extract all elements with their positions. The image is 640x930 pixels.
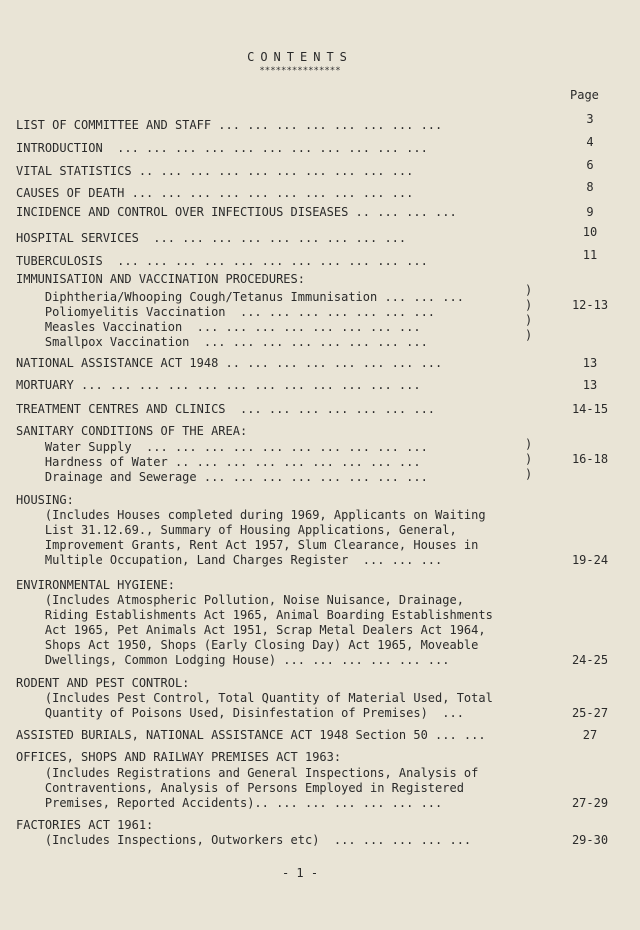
toc-entry-text: Drainage and Sewerage ... ... ... ... ... ... ... ... [16, 470, 428, 484]
toc-entry-text: Diphtheria/Whooping Cough/Tetanus Immunisation ... ... ... [16, 290, 464, 304]
toc-entry-page: 8 [586, 180, 594, 194]
brace-immunisation-2: ) [525, 298, 533, 312]
toc-entry-page: 29-30 [571, 833, 609, 847]
toc-entry-text: (Includes Pest Control, Total Quantity of Material Used, Total [16, 691, 493, 705]
toc-entry-text: Poliomyelitis Vaccination ... ... ... ... ... ... ... [16, 305, 436, 319]
toc-entry-text: IMMUNISATION AND VACCINATION PROCEDURES: [16, 272, 305, 286]
toc-entry-text: VITAL STATISTICS .. ... ... ... ... ... ... ... ... ... [16, 164, 414, 178]
toc-entry-page: 25-27 [571, 706, 609, 720]
toc-entry-page: 3 [586, 112, 594, 126]
toc-entry-page: 14-15 [571, 402, 609, 416]
toc-entry-text: Act 1965, Pet Animals Act 1951, Scrap Metal Dealers Act 1964, [16, 623, 486, 637]
toc-entry-text: Measles Vaccination ... ... ... ... ... ... ... ... [16, 320, 421, 334]
brace-immunisation-4: ) [525, 328, 533, 342]
toc-entry-text: RODENT AND PEST CONTROL: [16, 676, 190, 690]
toc-entry-page: 11 [582, 248, 598, 262]
toc-entry-text: HOUSING: [16, 493, 74, 507]
toc-entry-text: Contraventions, Analysis of Persons Employed in Registered [16, 781, 464, 795]
toc-entry-text: INTRODUCTION ... ... ... ... ... ... ... ... ... ... ... [16, 141, 428, 155]
toc-entry-text: (Includes Registrations and General Inspections, Analysis of [16, 766, 479, 780]
toc-entry-text: Quantity of Poisons Used, Disinfestation of Premises) ... [16, 706, 464, 720]
toc-entry-text: (Includes Houses completed during 1969, Applicants on Waiting [16, 508, 486, 522]
brace-immunisation-1: ) [525, 283, 533, 297]
toc-entry-page: 13 [582, 378, 598, 392]
page-title: CONTENTS [247, 50, 353, 64]
toc-entry-text: (Includes Atmospheric Pollution, Noise Nuisance, Drainage, [16, 593, 464, 607]
toc-entry-text: TUBERCULOSIS ... ... ... ... ... ... ... ... ... ... ... [16, 254, 428, 268]
brace-sanitary-1: ) [525, 437, 533, 451]
page-number-footer: - 1 - [281, 866, 319, 880]
toc-entry-page: 19-24 [571, 553, 609, 567]
toc-entry-text: ENVIRONMENTAL HYGIENE: [16, 578, 175, 592]
toc-entry-text: TREATMENT CENTRES AND CLINICS ... ... ... ... ... ... ... [16, 402, 436, 416]
toc-entry-text: Dwellings, Common Lodging House) ... ... ... ... ... ... [16, 653, 450, 667]
toc-entry-page: 24-25 [571, 653, 609, 667]
toc-entry-page: 27 [582, 728, 598, 742]
toc-entry-text: FACTORIES ACT 1961: [16, 818, 154, 832]
toc-entry-page: 9 [586, 205, 594, 219]
toc-entry-text: OFFICES, SHOPS AND RAILWAY PREMISES ACT 1963: [16, 750, 342, 764]
toc-entry-text: ASSISTED BURIALS, NATIONAL ASSISTANCE ACT 1948 Section 50 ... ... [16, 728, 486, 742]
toc-entry-text: CAUSES OF DEATH ... ... ... ... ... ... ... ... ... ... [16, 186, 414, 200]
toc-entry-text: HOSPITAL SERVICES ... ... ... ... ... ... ... ... ... [16, 231, 407, 245]
toc-entry-page: 27-29 [571, 796, 609, 810]
toc-entry-text: Water Supply ... ... ... ... ... ... ... ... ... ... [16, 440, 428, 454]
toc-entry-page: 10 [582, 225, 598, 239]
toc-entry-page: 13 [582, 356, 598, 370]
toc-entry-text: MORTUARY ... ... ... ... ... ... ... ... ... ... ... ... [16, 378, 421, 392]
toc-entry-text: Multiple Occupation, Land Charges Register ... ... ... [16, 553, 443, 567]
toc-entry-text: Improvement Grants, Rent Act 1957, Slum Clearance, Houses in [16, 538, 479, 552]
toc-entry-text: List 31.12.69., Summary of Housing Applications, General, [16, 523, 457, 537]
toc-entry-text: Smallpox Vaccination ... ... ... ... ... ... ... ... [16, 335, 428, 349]
toc-entry-text: NATIONAL ASSISTANCE ACT 1948 .. ... ... ... ... ... ... ... [16, 356, 443, 370]
brace-sanitary-2: ) [525, 452, 533, 466]
brace-immunisation-3: ) [525, 313, 533, 327]
toc-entry-text: (Includes Inspections, Outworkers etc) ... ... ... ... ... [16, 833, 472, 847]
toc-entry-page: 16-18 [571, 452, 609, 466]
toc-entry-text: Hardness of Water .. ... ... ... ... ... ... ... ... [16, 455, 421, 469]
toc-entry-page: 4 [586, 135, 594, 149]
page-column-heading: Page [570, 88, 599, 102]
brace-sanitary-3: ) [525, 467, 533, 481]
toc-entry-page: 12-13 [571, 298, 609, 312]
title-underline-stars: *************** [259, 66, 341, 76]
toc-entry-text: SANITARY CONDITIONS OF THE AREA: [16, 424, 248, 438]
toc-entry-text: Shops Act 1950, Shops (Early Closing Day) Act 1965, Moveable [16, 638, 479, 652]
toc-entry-page: 6 [586, 158, 594, 172]
toc-entry-text: INCIDENCE AND CONTROL OVER INFECTIOUS DISEASES .. ... ... ... [16, 205, 457, 219]
toc-entry-text: Riding Establishments Act 1965, Animal Boarding Establishments [16, 608, 493, 622]
toc-entry-text: Premises, Reported Accidents).. ... ... ... ... ... ... [16, 796, 443, 810]
toc-entry-text: LIST OF COMMITTEE AND STAFF ... ... ... ... ... ... ... ... [16, 118, 443, 132]
